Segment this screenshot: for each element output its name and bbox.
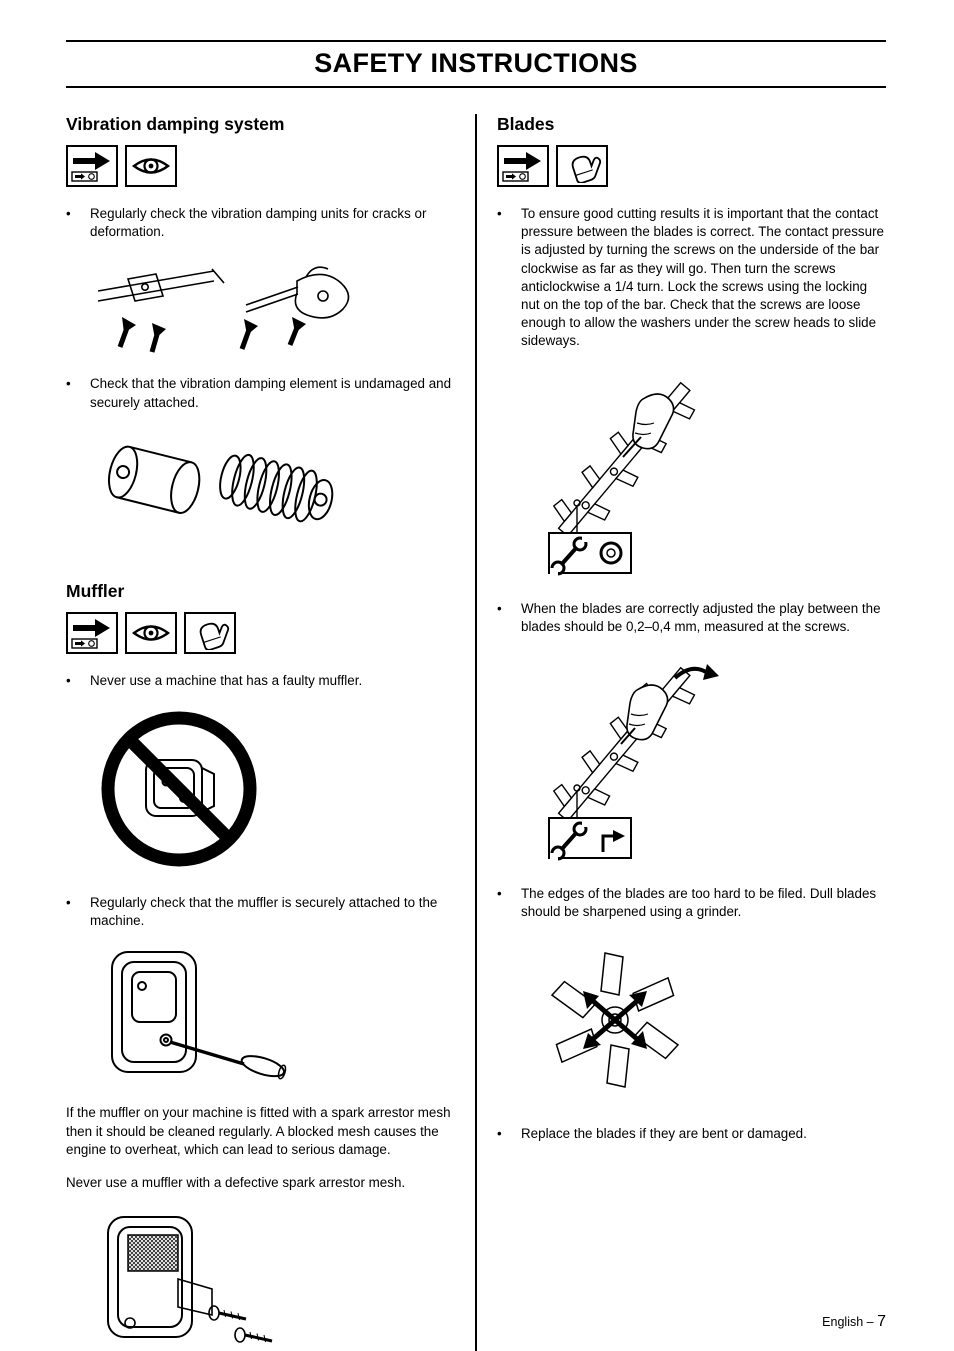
eye-protection-icon	[125, 612, 177, 654]
bullet-text: Regularly check the vibration damping units for cracks or deformation.	[90, 206, 427, 240]
bullet-item	[497, 1125, 886, 1143]
muffler-paragraph: Never use a muffler with a defective spark arrestor mesh.	[66, 1175, 406, 1191]
safety-pictogram-row	[497, 145, 886, 187]
muffler-paragraph: If the muffler on your machine is fitted with a spark arrestor mesh then it should be cleaned regularly. A blocked mesh causes the engine to overheat, which can lead to serious damage.	[66, 1105, 451, 1157]
muffler-screwdriver-illustration	[94, 944, 455, 1084]
header-rule-bottom	[66, 86, 886, 88]
bullet-item	[66, 205, 455, 241]
protective-gloves-icon	[184, 612, 236, 654]
bullet-marker: •	[66, 672, 71, 688]
wrench-turn-symbol-box	[549, 818, 631, 861]
bullet-text: Check that the vibration damping element is undamaged and securely attached.	[90, 376, 452, 410]
bullet-marker: •	[497, 206, 502, 221]
read-manual-arrow-icon	[66, 612, 118, 654]
bullet-marker: •	[497, 886, 502, 902]
section-heading-muffler: Muffler	[66, 580, 125, 601]
page-number: 7	[877, 1313, 886, 1330]
bullet-text: Never use a machine that has a faulty muffler.	[90, 672, 363, 688]
faulty-muffler-prohibition-illustration	[94, 704, 455, 874]
bullet-marker: •	[66, 206, 71, 221]
bullet-item	[497, 885, 886, 921]
bullet-text: The edges of the blades are too hard to be filed. Dull blades should be sharpened using a grinder.	[521, 886, 877, 920]
spark-arrestor-mesh-illustration	[94, 1207, 455, 1351]
footer-language: English	[822, 1315, 864, 1329]
bullet-item	[66, 375, 455, 411]
bullet-text: Regularly check that the muffler is securely attached to the machine.	[90, 895, 438, 929]
bullet-item	[66, 672, 455, 690]
vibration-units-illustration	[94, 255, 455, 355]
blade-sharpening-illustration	[525, 935, 886, 1105]
bullet-item	[497, 600, 886, 636]
damping-elements-illustration	[94, 426, 455, 551]
bullet-text: Replace the blades if they are bent or damaged.	[521, 1126, 807, 1142]
section-heading-vibration: Vibration damping system	[66, 114, 285, 134]
left-column	[66, 114, 455, 1351]
footer-separator: –	[866, 1315, 874, 1329]
bullet-marker: •	[497, 1126, 502, 1142]
wrench-ring-symbol-box	[549, 533, 631, 576]
bullet-item	[66, 894, 455, 930]
page-footer	[822, 1313, 886, 1331]
blade-play-illustration	[525, 650, 886, 865]
bullet-marker: •	[66, 895, 71, 911]
read-manual-arrow-icon	[497, 145, 549, 187]
safety-pictogram-row	[66, 145, 455, 187]
section-muffler	[66, 581, 455, 1351]
header-rule-top	[66, 40, 886, 42]
section-blades	[497, 114, 886, 1144]
read-manual-arrow-icon	[66, 145, 118, 187]
eye-protection-icon	[125, 145, 177, 187]
section-vibration-damping	[66, 114, 455, 551]
safety-pictogram-row	[66, 612, 455, 654]
bullet-text: When the blades are correctly adjusted the play between the blades should be 0,2–0,4 mm, measured at the screws.	[521, 600, 881, 634]
protective-gloves-icon	[556, 145, 608, 187]
column-divider	[475, 114, 477, 1351]
blade-adjustment-illustration	[525, 365, 886, 580]
bullet-marker: •	[497, 600, 502, 616]
bullet-marker: •	[66, 376, 71, 392]
page-title: SAFETY INSTRUCTIONS	[314, 48, 638, 78]
section-heading-blades: Blades	[497, 114, 555, 134]
bullet-item	[497, 205, 886, 351]
right-column	[497, 114, 886, 1351]
two-column-layout	[66, 114, 886, 1351]
bullet-text: To ensure good cutting results it is important that the contact pressure between the blades is correct. The contact pressure is adjusted by turning the screws on the underside of the bar clockwise as far as they will go. Then turn the screws anticlockwise a 1/4 turn. Lock the screws using the locking nut on the top of the bar. Check that the screws are loose enough to allow the washers under the screw heads to slide sideways.	[521, 206, 884, 349]
page-header	[66, 40, 886, 88]
